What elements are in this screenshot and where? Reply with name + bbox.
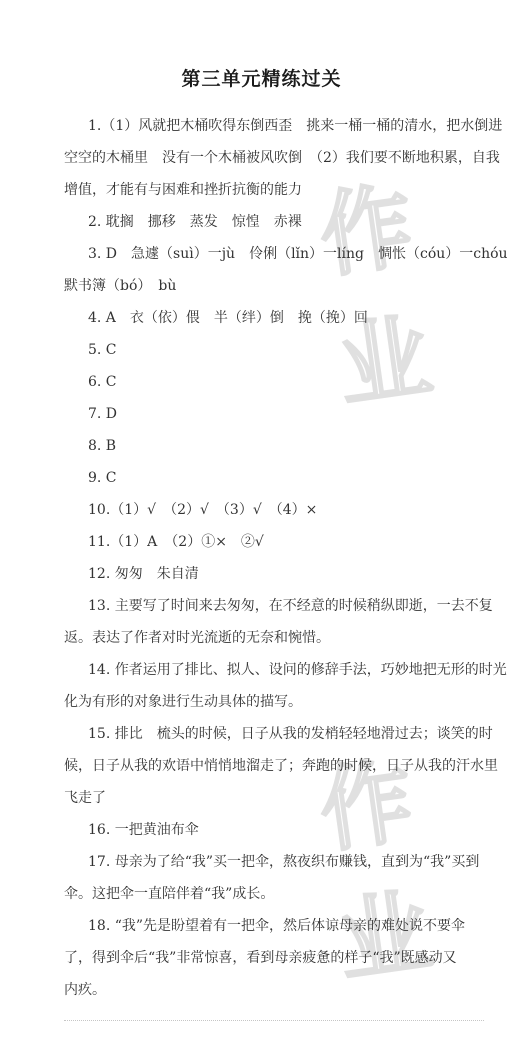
answer-line: 11.（1）A （2）①× ②√ [88, 534, 264, 550]
answer-line: 7. D [88, 406, 118, 422]
answer-line: 4. A 衣（依）偎 半（绊）倒 挽（挽）回 [88, 310, 368, 326]
answer-line: 伞。这把伞一直陪伴着“我”成长。 [64, 886, 275, 902]
bottom-divider [64, 1020, 484, 1021]
answer-line: 17. 母亲为了给“我”买一把伞，熬夜织布赚钱，直到为“我”买到 [88, 854, 480, 870]
answer-line: 1.（1）风就把木桶吹得东倒西歪 挑来一桶一桶的清水，把水倒进 [88, 118, 503, 134]
answer-line: 化为有形的对象进行生动具体的描写。 [64, 694, 302, 710]
answer-line: 16. 一把黄油布伞 [88, 822, 199, 838]
page-title: 第三单元精练过关 [181, 68, 342, 90]
answer-line: 空空的木桶里 没有一个木桶被风吹倒 （2）我们要不断地积累，自我 [64, 150, 500, 166]
answer-line: 6. C [88, 374, 117, 390]
answer-line: 5. C [88, 342, 117, 358]
answer-line: 18. “我”先是盼望着有一把伞，然后体谅母亲的难处说不要伞 [88, 918, 466, 934]
answer-line: 14. 作者运用了排比、拟人、设问的修辞手法，巧妙地把无形的时光 [88, 662, 507, 678]
answer-line: 增值，才能有与困难和挫折抗衡的能力 [64, 182, 302, 198]
answer-line: 返。表达了作者对时光流逝的无奈和惋惜。 [64, 630, 330, 646]
answer-line: 候，日子从我的欢语中悄悄地溜走了；奔跑的时候，日子从我的汗水里 [64, 758, 498, 774]
answer-line: 飞走了 [64, 790, 106, 806]
answer-line: 9. C [88, 470, 117, 486]
answer-line: 13. 主要写了时间来去匆匆，在不经意的时候稍纵即逝，一去不复 [88, 598, 493, 614]
answer-line: 默书簿（bó） bù [64, 278, 177, 294]
watermark-top: 作业 [313, 171, 444, 422]
answer-line: 8. B [88, 438, 117, 454]
answer-line: 了，得到伞后“我”非常惊喜，看到母亲疲惫的样子“我”既感动又 [64, 950, 457, 966]
watermark-bottom: 作业 [313, 746, 444, 997]
answer-line: 内疚。 [64, 982, 106, 998]
answer-line: 2. 耽搁 挪移 蒸发 惊惶 赤裸 [88, 214, 302, 230]
answer-line: 3. D 急遽（suì）一jù 伶俐（lǐn）一líng 惆怅（cóu）一chóu [88, 246, 508, 262]
answer-line: 15. 排比 梳头的时候，日子从我的发梢轻轻地滑过去；谈笑的时 [88, 726, 493, 742]
answer-line: 12. 匆匆 朱自清 [88, 566, 199, 582]
answer-line: 10.（1）√ （2）√ （3）√ （4）× [88, 502, 318, 518]
